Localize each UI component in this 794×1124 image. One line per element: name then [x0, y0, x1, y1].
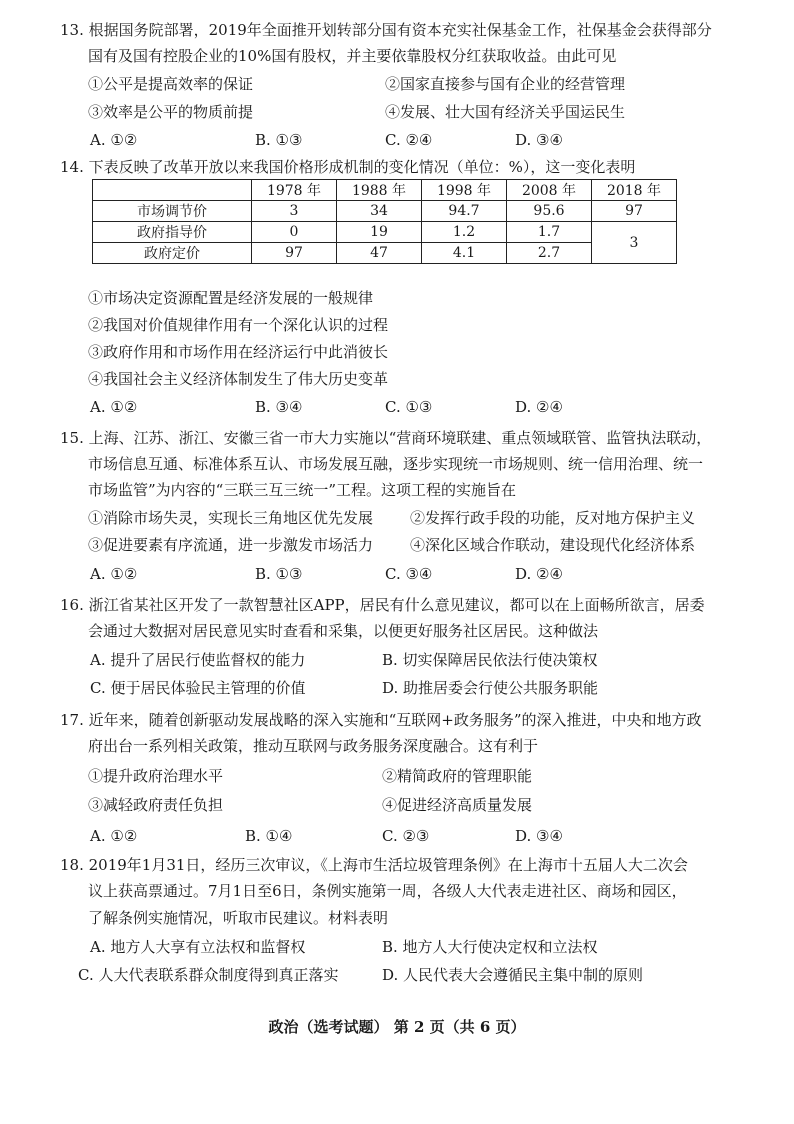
q17-option-d[interactable]: D. ③④ — [515, 827, 563, 845]
price-table — [92, 179, 677, 264]
q15-stem-line-1: 15. 上海、江苏、浙江、安徽三省一市大力实施以“营商环境联建、重点领域联管、监管执法联动， — [60, 429, 712, 447]
q13-stem-line-2: 国有及国有控股企业的10%国有股权，并主要依靠股权分红获取收益。由此可见 — [88, 47, 617, 65]
q15-option-a[interactable]: A. ①② — [90, 565, 138, 583]
q16-stem-line-2: 会通过大数据对居民意见实时查看和采集，以便更好服务社区居民。这种做法 — [88, 622, 599, 640]
table-cell-merged-2018: 3 — [592, 222, 677, 264]
q14-option-a[interactable]: A. ①② — [90, 398, 138, 416]
q14-statement-3: ③政府作用和市场作用在经济运行中此消彼长 — [88, 343, 389, 361]
q18-stem-line-1: 18. 2019年1月31日，经历三次审议，《上海市生活垃圾管理条例》在上海市十五届人大二次会 — [60, 856, 688, 874]
q13-statement-2: ②国家直接参与国有企业的经营管理 — [385, 75, 626, 93]
table-year-2008: 2008 年 — [507, 180, 592, 201]
table-cell: 47 — [337, 243, 422, 264]
table-cell: 97 — [592, 201, 677, 222]
q15-option-d[interactable]: D. ②④ — [515, 565, 563, 583]
table-cell: 94.7 — [422, 201, 507, 222]
q17-option-c[interactable]: C. ②③ — [382, 827, 430, 845]
row-label-guidance: 政府指导价 — [93, 222, 252, 243]
table-cell: 4.1 — [422, 243, 507, 264]
q17-statement-4: ④促进经济高质量发展 — [382, 796, 533, 814]
q15-statement-4: ④深化区域合作联动，建设现代化经济体系 — [410, 536, 696, 554]
q14-statement-2: ②我国对价值规律作用有一个深化认识的过程 — [88, 316, 389, 334]
q13-option-b[interactable]: B. ①③ — [255, 131, 303, 149]
q15-stem-line-3: 市场监管”为内容的“三联三互三统一”工程。这项工程的实施旨在 — [88, 481, 517, 499]
q18-option-d[interactable]: D. 人民代表大会遵循民主集中制的原则 — [382, 966, 644, 984]
q18-option-b[interactable]: B. 地方人大行使决定权和立法权 — [382, 938, 598, 956]
q17-statement-2: ②精简政府的管理职能 — [382, 767, 533, 785]
table-row — [93, 243, 677, 264]
q17-option-b[interactable]: B. ①④ — [245, 827, 293, 845]
table-cell: 2.7 — [507, 243, 592, 264]
q13-option-d[interactable]: D. ③④ — [515, 131, 563, 149]
q13-stem-line-1: 13. 根据国务院部署，2019年全面推开划转部分国有资本充实社保基金工作，社保基金会获得部分 — [60, 21, 712, 39]
q17-statement-1: ①提升政府治理水平 — [88, 767, 224, 785]
page-footer: 政治（选考试题） 第 2 页（共 6 页） — [268, 1018, 526, 1036]
q15-statement-2: ②发挥行政手段的功能，反对地方保护主义 — [410, 509, 696, 527]
q16-option-c[interactable]: C. 便于居民体验民主管理的价值 — [90, 679, 306, 697]
q14-stem: 14. 下表反映了改革开放以来我国价格形成机制的变化情况（单位：%），这一变化表明 — [60, 158, 636, 176]
q13-statement-3: ③效率是公平的物质前提 — [88, 103, 254, 121]
q14-option-d[interactable]: D. ②④ — [515, 398, 563, 416]
q16-option-a[interactable]: A. 提升了居民行使监督权的能力 — [90, 651, 306, 669]
q13-statement-4: ④发展、壮大国有经济关乎国运民生 — [385, 103, 626, 121]
q15-option-c[interactable]: C. ③④ — [385, 565, 433, 583]
table-cell: 1.2 — [422, 222, 507, 243]
row-label-market: 市场调节价 — [93, 201, 252, 222]
table-year-1978: 1978 年 — [252, 180, 337, 201]
table-cell: 95.6 — [507, 201, 592, 222]
q18-stem-line-3: 了解条例实施情况，听取市民建议。材料表明 — [88, 909, 389, 927]
q15-stem-line-2: 市场信息互通、标准体系互认、市场发展互融，逐步实现统一市场规则、统一信用治理、统一 — [88, 455, 704, 473]
table-cell: 34 — [337, 201, 422, 222]
q13-statement-1: ①公平是提高效率的保证 — [88, 75, 254, 93]
q13-option-c[interactable]: C. ②④ — [385, 131, 433, 149]
q14-statement-4: ④我国社会主义经济体制发生了伟大历史变革 — [88, 370, 389, 388]
q17-stem-line-1: 17. 近年来，随着创新驱动发展战略的深入实施和“互联网+政务服务”的深入推进，中央和地方政 — [60, 711, 702, 729]
q14-option-b[interactable]: B. ③④ — [255, 398, 303, 416]
table-year-1998: 1998 年 — [422, 180, 507, 201]
table-year-2018: 2018 年 — [592, 180, 677, 201]
row-label-government: 政府定价 — [93, 243, 252, 264]
q16-option-b[interactable]: B. 切实保障居民依法行使决策权 — [382, 651, 598, 669]
table-cell: 0 — [252, 222, 337, 243]
q18-option-a[interactable]: A. 地方人大享有立法权和监督权 — [90, 938, 306, 956]
q13-option-a[interactable]: A. ①② — [90, 131, 138, 149]
table-cell: 3 — [252, 201, 337, 222]
table-row — [93, 222, 677, 243]
q14-statement-1: ①市场决定资源配置是经济发展的一般规律 — [88, 289, 374, 307]
table-year-1988: 1988 年 — [337, 180, 422, 201]
q17-statement-3: ③减轻政府责任负担 — [88, 796, 224, 814]
table-cell: 19 — [337, 222, 422, 243]
table-corner-cell — [93, 180, 252, 201]
q15-statement-3: ③促进要素有序流通，进一步激发市场活力 — [88, 536, 374, 554]
q18-option-c[interactable]: C. 人大代表联系群众制度得到真正落实 — [78, 966, 339, 984]
q14-option-c[interactable]: C. ①③ — [385, 398, 433, 416]
q16-option-d[interactable]: D. 助推居委会行使公共服务职能 — [382, 679, 599, 697]
q17-option-a[interactable]: A. ①② — [90, 827, 138, 845]
q16-stem-line-1: 16. 浙江省某社区开发了一款智慧社区APP，居民有什么意见建议，都可以在上面畅所欲言，居委 — [60, 596, 705, 614]
q15-statement-1: ①消除市场失灵，实现长三角地区优先发展 — [88, 509, 374, 527]
q17-stem-line-2: 府出台一系列相关政策，推动互联网与政务服务深度融合。这有利于 — [88, 737, 539, 755]
table-cell: 1.7 — [507, 222, 592, 243]
q15-option-b[interactable]: B. ①③ — [255, 565, 303, 583]
table-row — [93, 201, 677, 222]
table-header-row — [93, 180, 677, 201]
q18-stem-line-2: 议上获高票通过。7月1日至6日，条例实施第一周，各级人大代表走进社区、商场和园区， — [88, 882, 687, 900]
table-cell: 97 — [252, 243, 337, 264]
